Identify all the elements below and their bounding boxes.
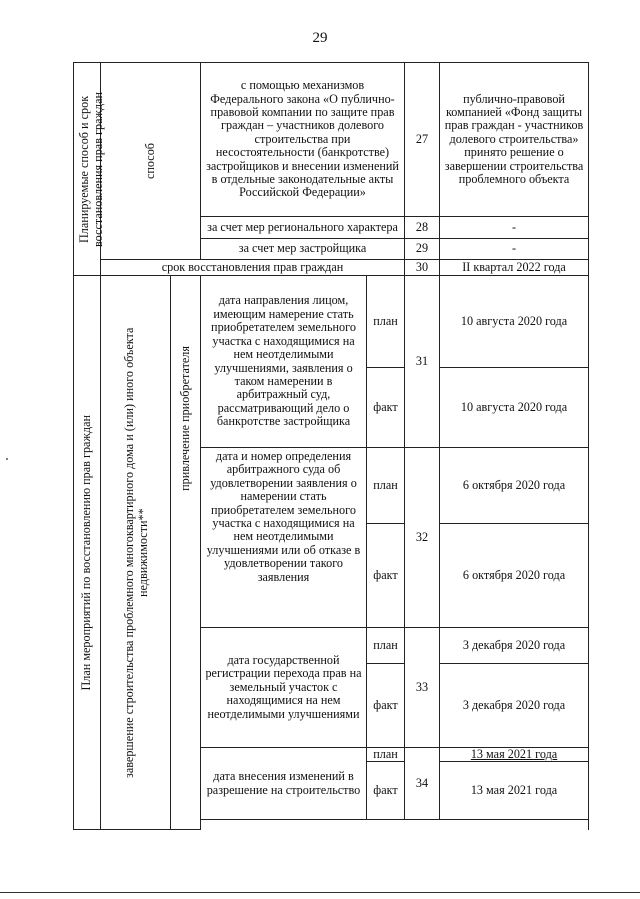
scan-speck xyxy=(6,458,8,460)
sub2-cell xyxy=(171,276,201,830)
rights-restoration-table xyxy=(73,62,589,830)
row32-plan-label: план xyxy=(367,448,405,524)
row31-num: 31 xyxy=(405,276,440,448)
section1-title: Планируемые способ и срок восстановления прав граждан xyxy=(77,91,105,247)
section2-title-cell xyxy=(74,276,101,830)
row27-num: 27 xyxy=(405,63,440,217)
row34-plan-label: план xyxy=(367,748,405,762)
row33-num: 33 xyxy=(405,628,440,748)
method-label: способ xyxy=(142,142,157,180)
row34-plan-value: 13 мая 2021 года xyxy=(440,748,589,762)
section2-title: План мероприятий по восстановлению прав граждан xyxy=(79,414,94,691)
method-label-cell xyxy=(101,63,201,260)
row33-plan-label: план xyxy=(367,628,405,664)
row31-plan-value: 10 августа 2020 года xyxy=(440,276,589,368)
row28-value: - xyxy=(440,217,589,239)
section1-title-cell xyxy=(74,63,105,276)
row33-fact-label: факт xyxy=(367,664,405,748)
row32-plan-value: 6 октября 2020 года xyxy=(440,448,589,524)
row33-fact-value: 3 декабря 2020 года xyxy=(440,664,589,748)
row32-text: дата и номер определения арбитражного суда об удовлетворении заявления о намерении стать приобретателем земельного участка с находящимися на нем неотделимыми улучшениями или об отказе в удовлетворении такого заявления xyxy=(201,448,367,628)
row34-num: 34 xyxy=(405,748,440,820)
section2-subtitle-cell xyxy=(101,276,171,830)
row28-num: 28 xyxy=(405,217,440,239)
row34-fact-label: факт xyxy=(367,762,405,820)
row31-plan-label: план xyxy=(367,276,405,368)
row30-num: 30 xyxy=(405,260,440,276)
row27-text: с помощью механизмов Федерального закона «О публично-правовой компании по защите прав граждан – участников долевого строительства при несостоятельности (банкротстве) застройщиков и внесении изменений в отдельные законодательные акты Российской Федерации» xyxy=(201,63,405,217)
row31-fact-value: 10 августа 2020 года xyxy=(440,368,589,448)
bottom-scan-line xyxy=(0,892,640,893)
trailing-blank-row xyxy=(201,820,589,830)
row30-text: срок восстановления прав граждан xyxy=(101,260,405,276)
row32-fact-value: 6 октября 2020 года xyxy=(440,524,589,628)
row29-text: за счет мер застройщика xyxy=(201,239,405,260)
row34-text: дата внесения изменений в разрешение на строительство xyxy=(201,748,367,820)
row31-fact-label: факт xyxy=(367,368,405,448)
sub2-label: привлечение приобретателя xyxy=(177,346,192,491)
row33-plan-value: 3 декабря 2020 года xyxy=(440,628,589,664)
row33-text: дата государственной регистрации перехода прав на земельный участок с находящимися на нем неотделимыми улучшениями xyxy=(201,628,367,748)
row31-text: дата направления лицом, имеющим намерение стать приобретателем земельного участка с находящимися на нем неотделимыми улучшениями, заявления о таком намерении в арбитражный суд, рассматривающий дело о банкротстве застройщика xyxy=(201,276,367,448)
row29-num: 29 xyxy=(405,239,440,260)
row32-num: 32 xyxy=(405,448,440,628)
row34-fact-value: 13 мая 2021 года xyxy=(440,762,589,820)
page-number: 29 xyxy=(312,30,328,46)
row29-value: - xyxy=(440,239,589,260)
row27-value: публично-правовой компанией «Фонд защиты прав граждан - участников долевого строительства» принято решение о завершении строительства проблемного объекта xyxy=(440,63,589,217)
row32-fact-label: факт xyxy=(367,524,405,628)
row30-value: II квартал 2022 года xyxy=(440,260,589,276)
row28-text: за счет мер регионального характера xyxy=(201,217,405,239)
section2-subtitle: завершение строительства проблемного многоквартирного дома и (или) иного объекта недвижимости** xyxy=(121,327,150,778)
